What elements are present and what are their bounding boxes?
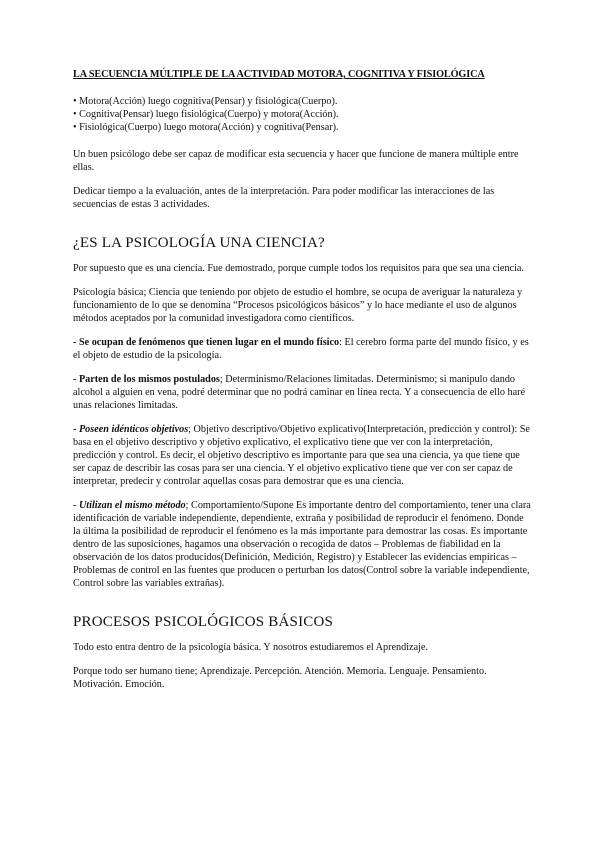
criterion-item bbox=[73, 499, 533, 590]
criterion-lead: Parten de los mismos postulados bbox=[78, 374, 220, 385]
item-prefix: - bbox=[73, 424, 79, 435]
item-prefix: - bbox=[73, 500, 79, 511]
paragraph: Psicología básica; Ciencia que teniendo por objeto de estudio el hombre, se ocupa de averiguar la naturaleza y funcionamiento de lo que se denomina “Procesos psicológicos básicos” y lo hace mediante el uso de algunos métodos aceptados por la comunidad investigadora como científicos. bbox=[73, 287, 523, 324]
criterion-item bbox=[73, 336, 533, 362]
paragraph: Todo esto entra dentro de la psicología básica. Y nosotros estudiaremos el Aprendizaje. bbox=[73, 642, 428, 653]
bullet-list bbox=[73, 95, 533, 134]
paragraph: Un buen psicólogo debe ser capaz de modificar esta secuencia y hacer que funcione de manera múltiple entre ellas. bbox=[73, 149, 519, 173]
paragraph: Dedicar tiempo a la evaluación, antes de la interpretación. Para poder modificar las interacciones de las secuencias de estas 3 actividades. bbox=[73, 186, 495, 210]
section-heading-secuencia: LA SECUENCIA MÚLTIPLE DE LA ACTIVIDAD MOTORA, COGNITIVA Y FISIOLÓGICA bbox=[73, 69, 485, 80]
criterion-text: : El cerebro forma parte del mundo físico, y es el objeto de estudio de la psicología. bbox=[73, 337, 529, 361]
criterion-lead: Se ocupan de fenómenos que tienen lugar en el mundo físico bbox=[78, 337, 340, 348]
criterion-text: ; Determinismo/Relaciones limitadas. Determinismo; si manipulo dando alcohol a alguien en vena, podré determinar que no podrá caminar en línea recta. Y a consecuencia de ello haré unas relaciones limitadas. bbox=[73, 374, 526, 411]
criterion-item bbox=[73, 373, 533, 412]
criterion-lead: Utilizan el mismo método bbox=[78, 500, 186, 511]
list-item: • Fisiológica(Cuerpo) luego motora(Acción) y cognitiva(Pensar). bbox=[73, 122, 339, 133]
criterion-text: ; Objetivo descriptivo/Objetivo explicativo(Interpretación, predicción y control): Se basa en el objetivo descriptivo y objetivo explicativo, el explicativo tiene que ver con la interpretación, predicción y control. Es decir, el objetivo descriptivo es importante para que sea una ciencia, ya que tiene que ser capaz de describir las cosas para ser una ciencia. Y el objetivo explicativo tiene que ver con ser capaz de interpretar, predecir y controlar aquellas cosas para demostrar que es una ciencia. bbox=[73, 424, 530, 487]
list-item: • Motora(Acción) luego cognitiva(Pensar) y fisiológica(Cuerpo). bbox=[73, 96, 338, 107]
section-heading-procesos: PROCESOS PSICOLÓGICOS BÁSICOS bbox=[73, 614, 334, 630]
list-item: • Cognitiva(Pensar) luego fisiológica(Cuerpo) y motora(Acción). bbox=[73, 109, 339, 120]
criterion-lead: Poseen idénticos objetivos bbox=[78, 424, 189, 435]
paragraph: Por supuesto que es una ciencia. Fue demostrado, porque cumple todos los requisitos para que sea una ciencia. bbox=[73, 263, 524, 274]
item-prefix: - bbox=[73, 374, 79, 385]
paragraph: Porque todo ser humano tiene; Aprendizaje. Percepción. Atención. Memoria. Lenguaje. Pensamiento. Motivación. Emoción. bbox=[73, 666, 487, 690]
section-heading-ciencia: ¿ES LA PSICOLOGÍA UNA CIENCIA? bbox=[73, 235, 325, 251]
item-prefix: - bbox=[73, 337, 79, 348]
criterion-text: ; Comportamiento/Supone Es importante dentro del comportamiento, tener una clara identificación de variable independiente, dependiente, extraña y posibilidad de reproducir el fenómeno. Donde la última la posibilidad de reproducir el fenómeno es la más importante para demostrar las cosas. Es importante dentro de las suposiciones, hagamos una observación o recogida de datos – Problemas de fiabilidad en la observación de los datos producidos(Definición, Medición, Registro) y Establecer las evidencias empíricas – Problemas de control en las fuentes que producen o perturban los datos(Control sobre la variable independiente, Control sobre las variables extrañas). bbox=[73, 500, 531, 589]
criterion-item bbox=[73, 423, 533, 488]
document-page bbox=[73, 68, 533, 702]
